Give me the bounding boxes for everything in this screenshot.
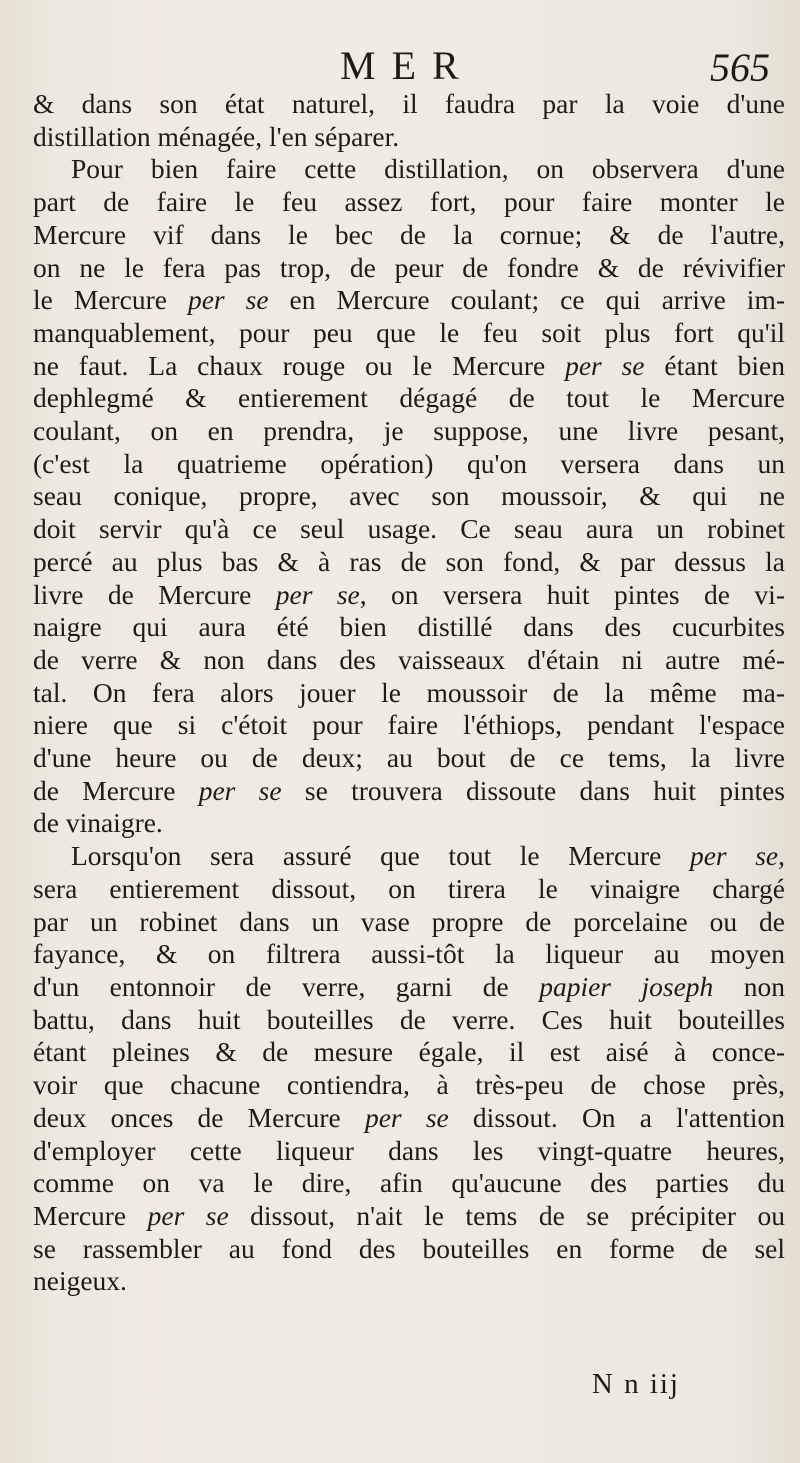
italic-term: per se xyxy=(147,1199,229,1231)
text-run: tal. On fera alors jouer le moussoir de la même ma- xyxy=(33,676,785,708)
signature-mark: N n iij xyxy=(591,1368,680,1400)
body-text xyxy=(33,88,785,1298)
text-line xyxy=(33,906,785,939)
text-run: de Mercure xyxy=(33,774,199,806)
text-run: on ne le fera pas trop, de peur de fondre & de révivifier xyxy=(33,251,785,283)
text-run: ne faut. La chaux rouge ou le Mercure xyxy=(33,349,566,381)
text-run: comme on va le dire, afin qu'aucune des parties du xyxy=(33,1167,785,1199)
text-run: & dans son état naturel, il faudra par la voie d'une xyxy=(33,88,785,119)
text-run: dissout. On a l'attention xyxy=(448,1101,785,1133)
text-run: part de faire le feu assez fort, pour faire monter le xyxy=(33,186,785,218)
italic-term: per se xyxy=(198,774,282,806)
text-line xyxy=(33,186,785,219)
text-run: dissout, n'ait le tems de se précipiter ou xyxy=(228,1199,785,1231)
italic-term: per se xyxy=(275,578,360,610)
text-run: voir que chacune contiendra, à très-peu de chose près, xyxy=(33,1069,785,1101)
text-line xyxy=(33,644,785,677)
text-line xyxy=(33,775,785,808)
running-head xyxy=(0,42,800,92)
text-run: d'employer cette liqueur dans les vingt-quatre heures, xyxy=(33,1134,785,1166)
text-run: Pour bien faire cette distillation, on observera d'une xyxy=(71,153,785,185)
text-line xyxy=(33,513,785,546)
text-line xyxy=(33,415,785,448)
text-run: livre de Mercure xyxy=(33,578,276,610)
text-line xyxy=(33,742,785,775)
text-line xyxy=(33,546,785,579)
text-run: battu, dans huit bouteilles de verre. Ces huit bouteilles xyxy=(33,1003,785,1035)
text-line xyxy=(33,350,785,383)
text-line xyxy=(33,317,785,350)
paragraph xyxy=(33,840,785,1298)
paragraph xyxy=(33,153,785,840)
text-line xyxy=(33,153,785,186)
italic-term: per se xyxy=(689,840,779,872)
running-title: MER xyxy=(340,43,475,88)
text-run: en Mercure coulant; ce qui arrive im- xyxy=(268,284,785,316)
italic-term: per se xyxy=(565,349,645,381)
text-line xyxy=(33,448,785,481)
text-run: non xyxy=(713,970,785,1002)
text-line xyxy=(33,1265,785,1298)
text-line xyxy=(33,382,785,415)
text-run: niere que si c'étoit pour faire l'éthiops, pendant l'espace xyxy=(33,709,785,741)
text-run: de vinaigre. xyxy=(33,807,163,839)
text-line xyxy=(33,709,785,742)
text-run: d'une heure ou de deux; au bout de ce tems, la livre xyxy=(33,742,785,774)
text-run: deux onces de Mercure xyxy=(33,1101,365,1133)
text-run: naigre qui aura été bien distillé dans des cucurbites xyxy=(33,611,785,643)
text-run: se rassembler au fond des bouteilles en forme de sel xyxy=(33,1232,785,1264)
italic-term: per se xyxy=(364,1101,449,1133)
text-run: (c'est la quatrieme opération) qu'on versera dans un xyxy=(33,447,785,479)
italic-term: papier joseph xyxy=(539,970,714,1002)
text-run: distillation ménagée, l'en séparer. xyxy=(33,120,400,152)
text-run: d'un entonnoir de verre, garni de xyxy=(33,970,540,1002)
text-run: de verre & non dans des vaisseaux d'étain ni autre mé- xyxy=(33,643,785,675)
text-line xyxy=(33,1069,785,1102)
text-line xyxy=(33,480,785,513)
text-run: étant bien xyxy=(644,349,785,381)
text-line xyxy=(33,873,785,906)
text-line xyxy=(33,1233,785,1266)
text-line xyxy=(33,938,785,971)
text-run: percé au plus bas & à ras de son fond, & par dessus la xyxy=(33,545,785,577)
text-run: Mercure vif dans le bec de la cornue; & de l'autre, xyxy=(33,218,785,250)
text-run: le Mercure xyxy=(33,284,188,316)
text-line xyxy=(33,677,785,710)
text-line xyxy=(33,611,785,644)
text-line xyxy=(33,1167,785,1200)
text-line xyxy=(33,1036,785,1069)
text-run: doit servir qu'à ce seul usage. Ce seau aura un robinet xyxy=(33,513,785,545)
italic-term: per se xyxy=(187,284,269,316)
text-run: neigeux. xyxy=(33,1265,127,1297)
text-run: , xyxy=(778,840,785,872)
text-run: seau conique, propre, avec son moussoir, & qui ne xyxy=(33,480,785,512)
text-line xyxy=(33,88,785,121)
text-line xyxy=(33,971,785,1004)
text-line xyxy=(33,121,785,154)
paragraph xyxy=(33,88,785,153)
text-run: sera entierement dissout, on tirera le vinaigre chargé xyxy=(33,872,785,904)
text-run: se trouvera dissoute dans huit pintes xyxy=(281,774,785,806)
text-line xyxy=(33,1200,785,1233)
text-run: par un robinet dans un vase propre de porcelaine ou de xyxy=(33,905,785,937)
text-run: coulant, on en prendra, je suppose, une livre pesant, xyxy=(33,415,785,447)
text-run: Lorsqu'on sera assuré que tout le Mercure xyxy=(71,840,690,872)
page-number: 565 xyxy=(710,45,770,90)
text-line xyxy=(33,1102,785,1135)
text-line xyxy=(33,252,785,285)
text-run: , on versera huit pintes de vi- xyxy=(359,578,785,610)
text-run: dephlegmé & entierement dégagé de tout le Mercure xyxy=(33,382,785,414)
text-run: fayance, & on filtrera aussi-tôt la liqueur au moyen xyxy=(33,938,785,970)
text-line xyxy=(33,579,785,612)
text-line xyxy=(33,840,785,873)
text-line xyxy=(33,284,785,317)
text-line xyxy=(33,1135,785,1168)
text-line xyxy=(33,807,785,840)
text-line xyxy=(33,219,785,252)
text-run: étant pleines & de mesure égale, il est aisé à conce- xyxy=(33,1036,785,1068)
text-run: Mercure xyxy=(33,1199,148,1231)
text-line xyxy=(33,1004,785,1037)
text-run: manquablement, pour peu que le feu soit plus fort qu'il xyxy=(33,316,785,348)
